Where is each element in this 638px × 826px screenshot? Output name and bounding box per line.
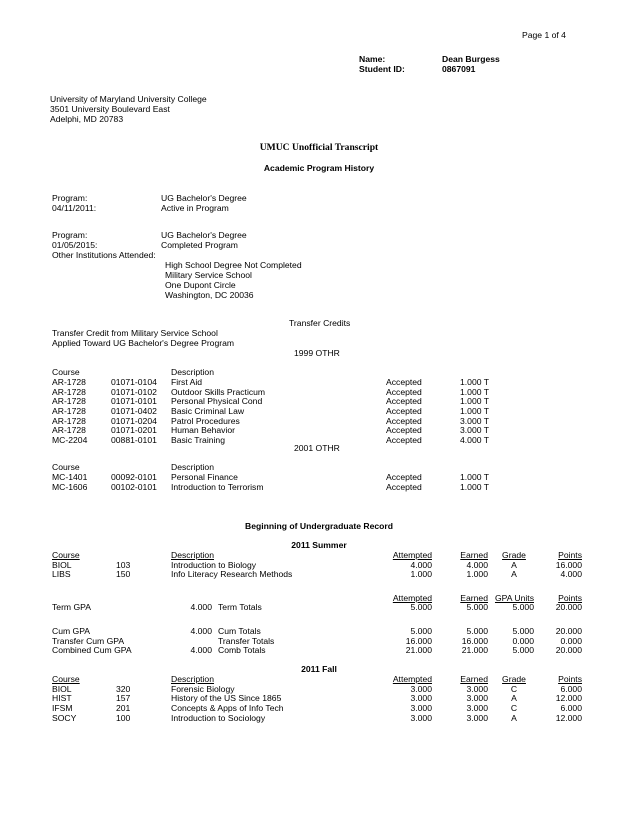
totals-attempted: 21.000: [405, 645, 432, 655]
totals-gpa-units: 5.000: [512, 626, 534, 636]
transfer-cum-gpa-label: Transfer Cum GPA: [52, 636, 125, 646]
transfer-status: Accepted: [386, 387, 422, 397]
other-institutions-label: Other Institutions Attended:: [52, 250, 156, 260]
transfer-description: Personal Physical Cond: [171, 396, 263, 406]
transfer-credits: 3.000 T: [460, 425, 489, 435]
course-number: 201: [116, 703, 131, 713]
transfer-course: AR-1728: [52, 396, 86, 406]
term-title: 2011 Summer: [291, 540, 347, 550]
course-attempted: 1.000: [410, 569, 432, 579]
section-title-transfer-credits: Transfer Credits: [289, 318, 351, 328]
column-header-course: Course: [52, 674, 80, 684]
totals-gpa-units: 0.000: [512, 636, 534, 646]
totals-gpa-units: 5.000: [512, 602, 534, 612]
course-points: 6.000: [560, 703, 582, 713]
student-id: 0867091: [442, 64, 476, 74]
transfer-description: Outdoor Skills Practicum: [171, 387, 266, 397]
term-gpa-label: Term GPA: [52, 602, 91, 612]
program-value: UG Bachelor's Degree: [161, 193, 247, 203]
combined-gpa-value: 4.000: [190, 645, 212, 655]
totals-attempted: 5.000: [410, 626, 432, 636]
program-date: 04/11/2011:: [52, 203, 97, 213]
course-description: History of the US Since 1865: [171, 693, 282, 703]
transfer-status: Accepted: [386, 435, 422, 445]
column-header-description: Description: [171, 550, 214, 560]
transfer-credits: 4.000 T: [460, 435, 489, 445]
totals-attempted: 16.000: [405, 636, 432, 646]
course-points: 4.000: [560, 569, 582, 579]
transfer-description: Basic Criminal Law: [171, 406, 245, 416]
program-status: Completed Program: [161, 240, 238, 250]
program-label: Program:: [52, 230, 88, 240]
totals-earned: 5.000: [466, 602, 488, 612]
column-header-grade: Grade: [502, 674, 526, 684]
column-header-points: Points: [558, 674, 582, 684]
course-points: 12.000: [555, 713, 582, 723]
institution-line: Washington, DC 20036: [165, 290, 254, 300]
totals-earned: 21.000: [461, 645, 488, 655]
totals-points: 20.000: [555, 645, 582, 655]
column-header-earned: Earned: [460, 674, 488, 684]
section-title-undergrad: Beginning of Undergraduate Record: [244, 521, 393, 531]
course-number: 320: [116, 684, 131, 694]
course-subject: LIBS: [52, 569, 71, 579]
course-grade: C: [510, 684, 518, 694]
name-label: Name:: [359, 54, 386, 64]
course-attempted: 3.000: [410, 703, 432, 713]
document-title: UMUC Unofficial Transcript: [259, 142, 379, 153]
transfer-code: 01071-0104: [111, 377, 157, 387]
course-attempted: 4.000: [410, 560, 432, 570]
course-earned: 1.000: [466, 569, 488, 579]
course-attempted: 3.000: [410, 713, 432, 723]
address-line: 3501 University Boulevard East: [50, 104, 170, 114]
course-grade: A: [511, 560, 517, 570]
transfer-course: AR-1728: [52, 406, 86, 416]
transfer-term: 1999 OTHR: [294, 348, 340, 358]
transfer-code: 01071-0204: [111, 416, 157, 426]
totals-points: 0.000: [560, 636, 582, 646]
course-grade: A: [511, 713, 517, 723]
transfer-note: Applied Toward UG Bachelor's Degree Program: [52, 338, 235, 348]
transfer-term: 2001 OTHR: [294, 443, 340, 453]
transfer-credits: 3.000 T: [460, 416, 489, 426]
course-earned: 3.000: [466, 713, 488, 723]
course-number: 103: [116, 560, 131, 570]
page-number: Page 1 of 4: [522, 30, 566, 40]
student-name: Dean Burgess: [442, 54, 500, 64]
transfer-course: AR-1728: [52, 416, 86, 426]
course-earned: 3.000: [466, 684, 488, 694]
column-header-description: Description: [171, 674, 214, 684]
course-subject: HIST: [52, 693, 72, 703]
course-earned: 4.000: [466, 560, 488, 570]
course-subject: BIOL: [52, 684, 72, 694]
course-points: 16.000: [555, 560, 582, 570]
totals-gpa-units: 5.000: [512, 645, 534, 655]
transfer-course: MC-2204: [52, 435, 88, 445]
transfer-code: 00102-0101: [111, 482, 157, 492]
totals-earned: 5.000: [466, 626, 488, 636]
transfer-code: 01071-0102: [111, 387, 157, 397]
combined-totals-label: Comb Totals: [218, 645, 266, 655]
transfer-code: 00881-0101: [111, 435, 157, 445]
transfer-credits: 1.000 T: [460, 482, 489, 492]
course-earned: 3.000: [466, 703, 488, 713]
combined-cum-gpa-label: Combined Cum GPA: [52, 645, 132, 655]
transfer-credits: 1.000 T: [460, 377, 489, 387]
cum-totals-label: Cum Totals: [218, 626, 261, 636]
column-header-grade: Grade: [502, 550, 526, 560]
transfer-status: Accepted: [386, 377, 422, 387]
totals-points: 20.000: [555, 626, 582, 636]
column-header-attempted: Attempted: [392, 550, 432, 560]
course-earned: 3.000: [466, 693, 488, 703]
transfer-course: AR-1728: [52, 425, 86, 435]
course-grade: C: [510, 703, 518, 713]
course-subject: IFSM: [52, 703, 73, 713]
address-line: University of Maryland University College: [50, 94, 207, 104]
course-subject: BIOL: [52, 560, 72, 570]
transfer-description: Basic Training: [171, 435, 225, 445]
transfer-course: MC-1401: [52, 472, 88, 482]
program-label: Program:: [52, 193, 88, 203]
course-points: 12.000: [555, 693, 582, 703]
transfer-credits: 1.000 T: [460, 406, 489, 416]
cum-gpa-value: 4.000: [190, 626, 212, 636]
transfer-code: 01071-0402: [111, 406, 157, 416]
course-number: 100: [116, 713, 131, 723]
transfer-credits: 1.000 T: [460, 472, 489, 482]
transfer-course: AR-1728: [52, 387, 86, 397]
section-title-program-history: Academic Program History: [263, 163, 375, 173]
column-header-gpa-units: GPA Units: [494, 593, 534, 603]
column-header-earned: Earned: [460, 550, 488, 560]
course-number: 150: [116, 569, 131, 579]
transfer-credits: 1.000 T: [460, 387, 489, 397]
term-totals-label: Term Totals: [218, 602, 262, 612]
transfer-status: Accepted: [386, 406, 422, 416]
transfer-description: Personal Finance: [171, 472, 238, 482]
course-description: Concepts & Apps of Info Tech: [171, 703, 284, 713]
transfer-status: Accepted: [386, 396, 422, 406]
transfer-description: First Aid: [171, 377, 203, 387]
course-points: 6.000: [560, 684, 582, 694]
student-id-label: Student ID:: [359, 64, 405, 74]
column-header-points: Points: [558, 550, 582, 560]
column-header-earned: Earned: [460, 593, 488, 603]
term-gpa-value: 4.000: [190, 602, 212, 612]
column-header-attempted: Attempted: [392, 674, 432, 684]
transfer-description: Introduction to Terrorism: [171, 482, 264, 492]
program-status: Active in Program: [161, 203, 229, 213]
program-date: 01/05/2015:: [52, 240, 98, 250]
totals-points: 20.000: [555, 602, 582, 612]
term-title: 2011 Fall: [301, 664, 337, 674]
column-header-course: Course: [52, 462, 80, 472]
transfer-status: Accepted: [386, 482, 422, 492]
transfer-code: 01071-0101: [111, 396, 157, 406]
transfer-description: Human Behavior: [171, 425, 236, 435]
column-header-points: Points: [558, 593, 582, 603]
course-description: Introduction to Sociology: [171, 713, 266, 723]
institution-line: High School Degree Not Completed: [165, 260, 302, 270]
address-line: Adelphi, MD 20783: [50, 114, 124, 124]
institution-line: One Dupont Circle: [165, 280, 236, 290]
cum-gpa-label: Cum GPA: [52, 626, 91, 636]
transfer-description: Patrol Procedures: [171, 416, 240, 426]
column-header-course: Course: [52, 550, 80, 560]
course-attempted: 3.000: [410, 693, 432, 703]
totals-attempted: 5.000: [410, 602, 432, 612]
transfer-status: Accepted: [386, 416, 422, 426]
course-subject: SOCY: [52, 713, 77, 723]
course-description: Forensic Biology: [171, 684, 235, 694]
course-description: Introduction to Biology: [171, 560, 257, 570]
course-number: 157: [116, 693, 131, 703]
transfer-status: Accepted: [386, 472, 422, 482]
course-grade: A: [511, 569, 517, 579]
column-header-description: Description: [171, 367, 214, 377]
course-description: Info Literacy Research Methods: [171, 569, 293, 579]
column-header-description: Description: [171, 462, 214, 472]
transfer-code: 00092-0101: [111, 472, 157, 482]
totals-earned: 16.000: [461, 636, 488, 646]
transfer-course: MC-1606: [52, 482, 88, 492]
column-header-attempted: Attempted: [392, 593, 432, 603]
institution-line: Military Service School: [165, 270, 252, 280]
transfer-code: 01071-0201: [111, 425, 157, 435]
transfer-credits: 1.000 T: [460, 396, 489, 406]
transfer-course: AR-1728: [52, 377, 86, 387]
program-value: UG Bachelor's Degree: [161, 230, 247, 240]
course-grade: A: [511, 693, 517, 703]
transfer-totals-label: Transfer Totals: [218, 636, 275, 646]
course-attempted: 3.000: [410, 684, 432, 694]
column-header-course: Course: [52, 367, 80, 377]
transfer-note: Transfer Credit from Military Service School: [52, 328, 218, 338]
transfer-status: Accepted: [386, 425, 422, 435]
